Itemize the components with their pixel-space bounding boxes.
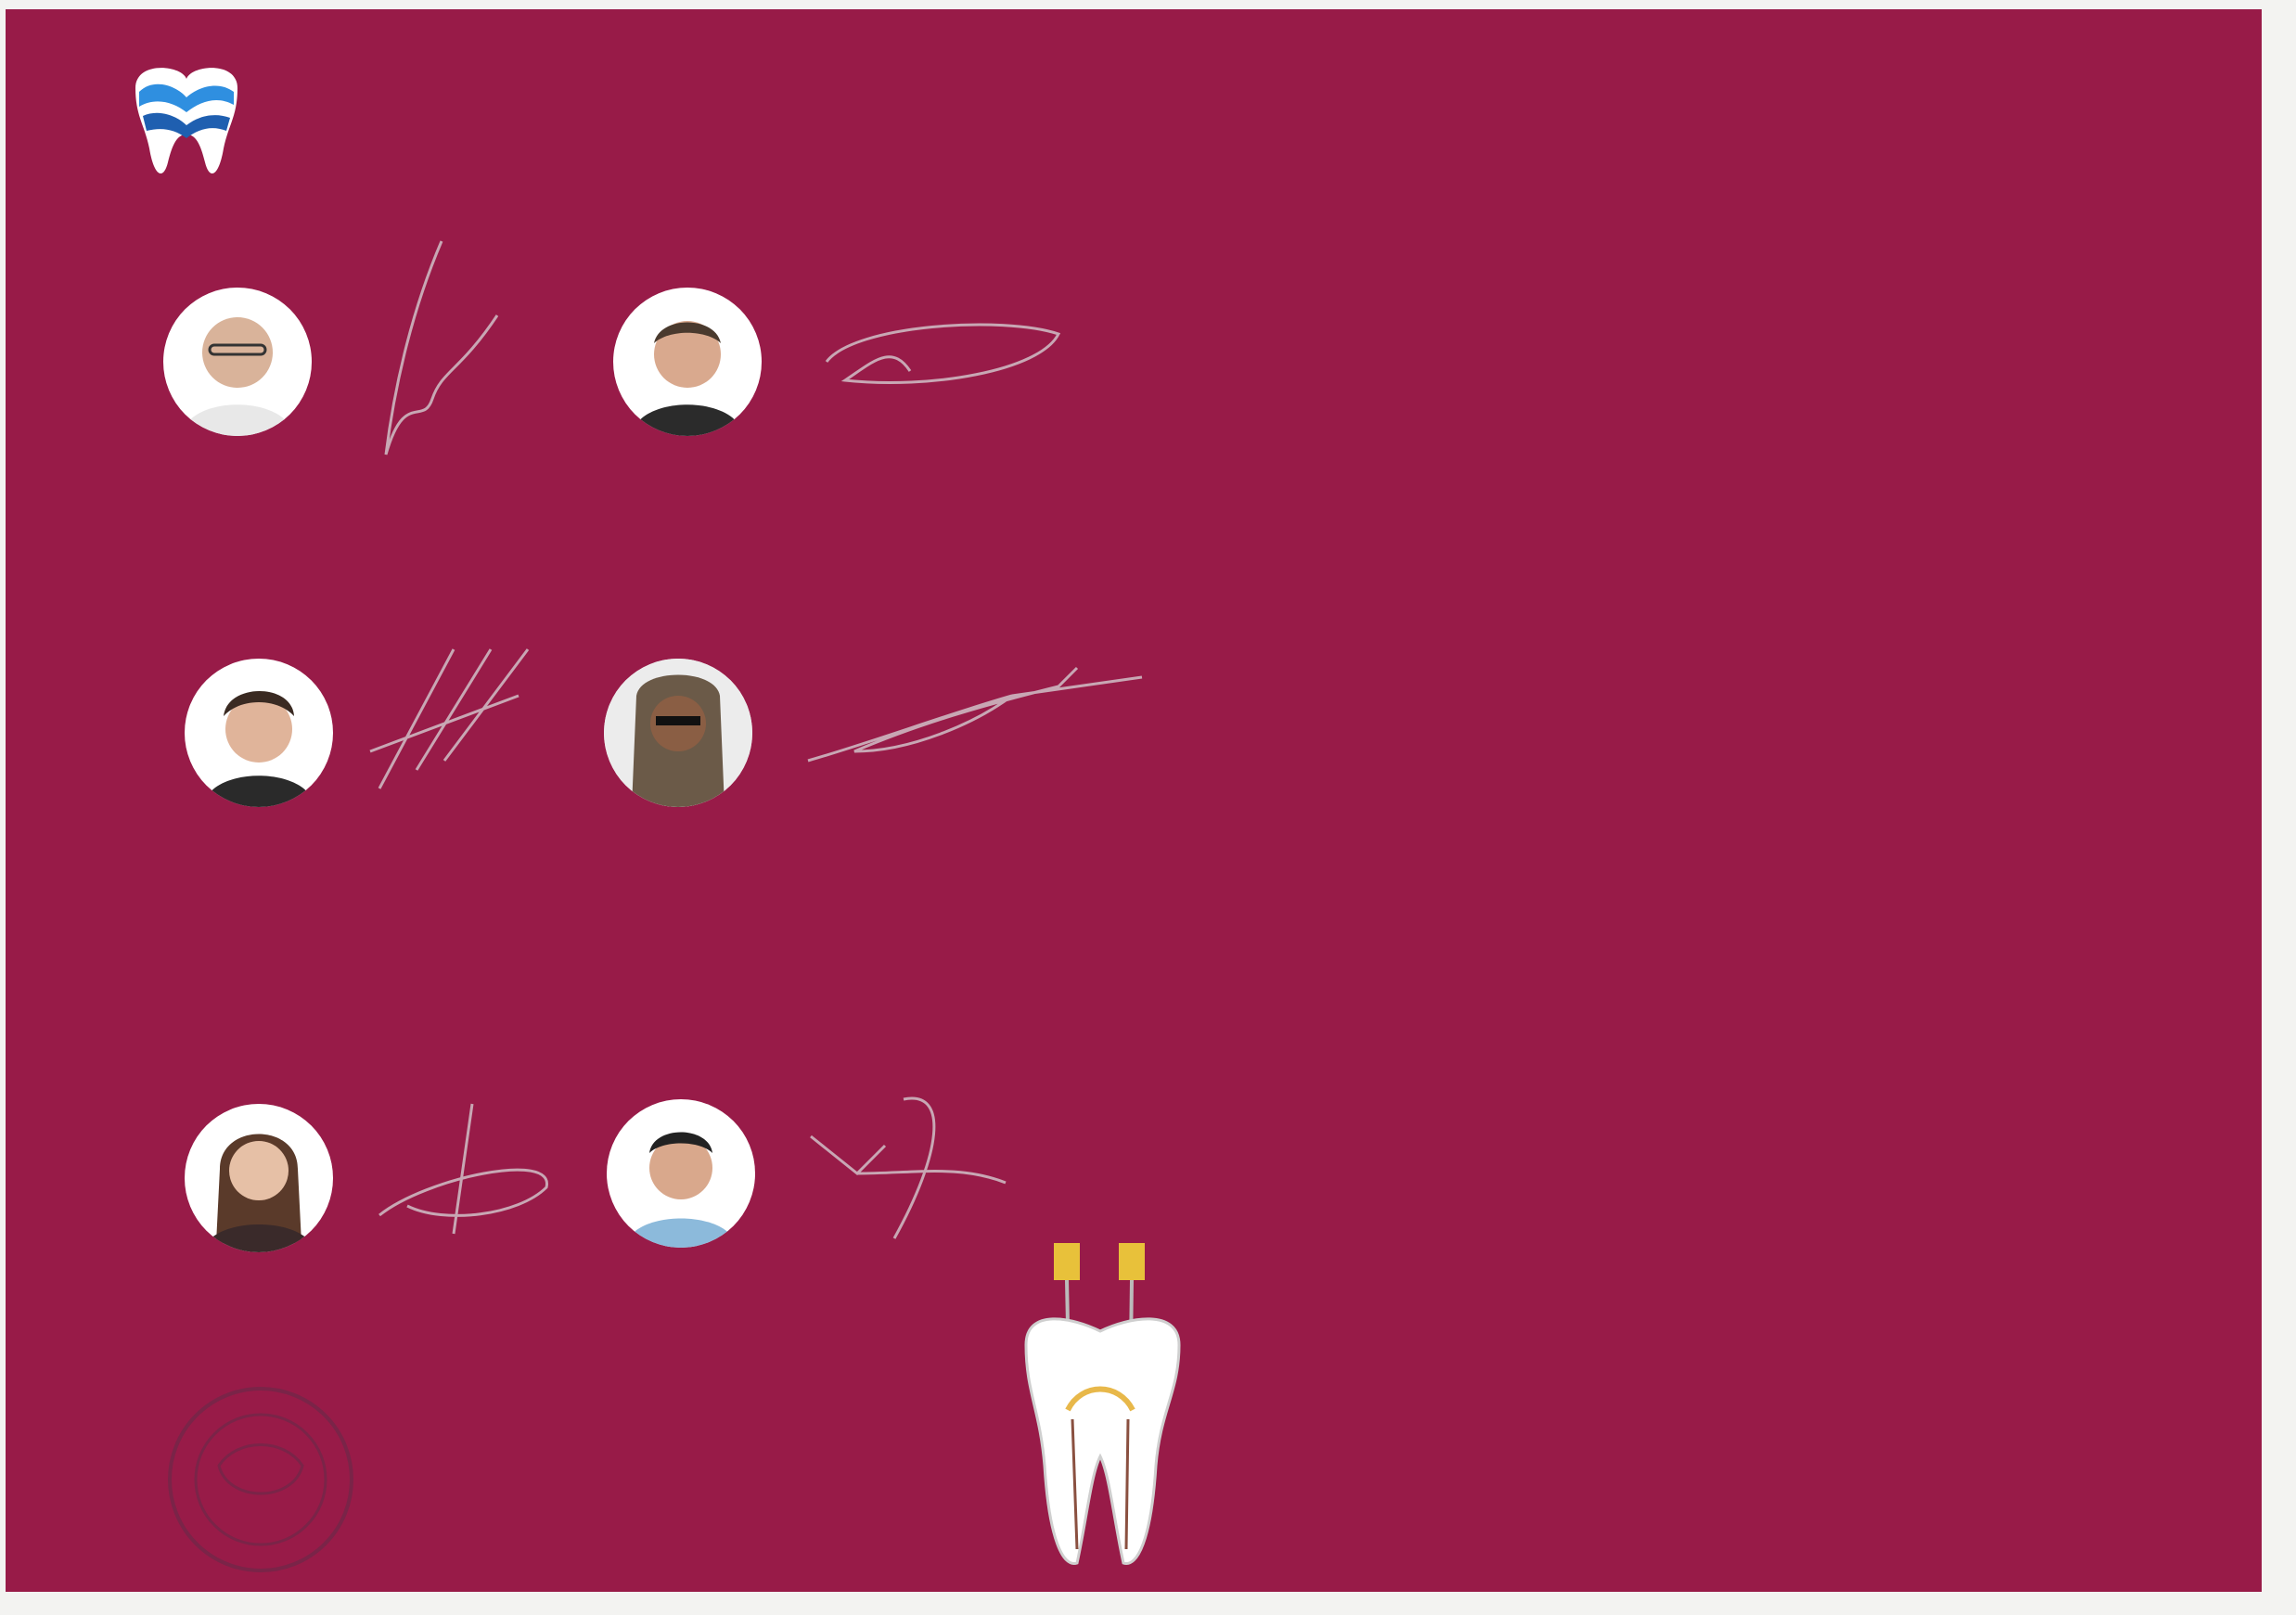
- speaker-signature: [802, 1081, 1024, 1266]
- speaker-avatar: [185, 659, 333, 807]
- speaker-avatar: [185, 1104, 333, 1252]
- speaker-signature: [370, 1095, 574, 1252]
- speaker-signature: [817, 306, 1077, 408]
- speaker-avatar: [613, 288, 762, 436]
- official-stamp: [163, 1382, 358, 1577]
- tooth-illustration-icon: [1017, 1243, 1193, 1586]
- speaker-avatar: [604, 659, 752, 807]
- bend-logo: [126, 60, 247, 189]
- certificate-sheet: [6, 9, 2262, 1592]
- speaker-avatar: [163, 288, 312, 436]
- speaker-signature: [361, 640, 546, 807]
- tooth-logo-icon: [126, 60, 247, 186]
- speaker-signature: [799, 659, 1151, 779]
- speaker-avatar: [607, 1099, 755, 1248]
- topics-list: [1014, 737, 2127, 979]
- speaker-signature: [358, 232, 507, 473]
